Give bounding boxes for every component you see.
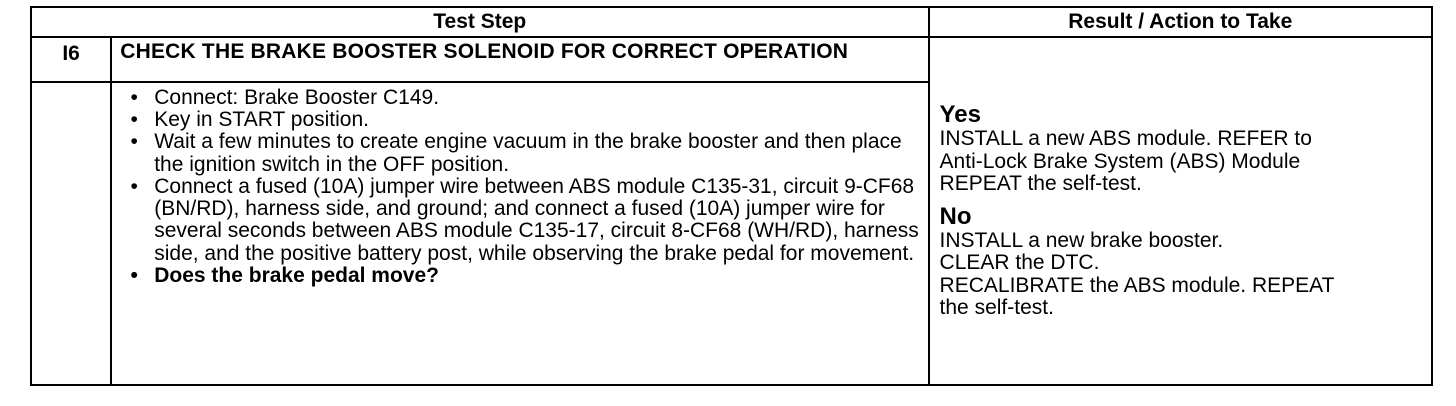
list-item — [124, 87, 919, 109]
step-title: CHECK THE BRAKE BOOSTER SOLENOID FOR CORRECT OPERATION — [111, 37, 928, 82]
result-yes-label: Yes — [939, 101, 981, 129]
instruction-text: Connect: Brake Booster C149. — [154, 85, 440, 109]
result-yes-line: INSTALL a new ABS module. REFER to — [939, 127, 1312, 151]
result-no-line: the self-test. — [939, 296, 1054, 320]
bullet-icon: • — [130, 85, 138, 109]
result-no-line: CLEAR the DTC. — [939, 251, 1100, 275]
question-text: Does the brake pedal move? — [154, 264, 439, 287]
list-item-question — [124, 265, 919, 287]
bullet-icon: • — [130, 174, 138, 198]
bullet-icon: • — [130, 264, 138, 287]
table-header-row — [31, 7, 1432, 37]
list-item — [124, 176, 919, 265]
list-item — [124, 131, 919, 176]
list-item — [124, 109, 919, 131]
instruction-text: Wait a few minutes to create engine vacuum in the brake booster and then place the ignition switch in the OFF position. — [154, 130, 902, 176]
step-instructions-cell — [111, 82, 928, 385]
step-title-row — [31, 37, 1432, 82]
result-yes-line: REPEAT the self-test. — [939, 172, 1142, 196]
step-number-empty — [31, 82, 111, 385]
bullet-icon: • — [130, 107, 138, 131]
result-yes-line: Anti-Lock Brake System (ABS) Module — [939, 149, 1301, 173]
step-number: I6 — [31, 37, 111, 82]
result-no-line: INSTALL a new brake booster. — [939, 228, 1224, 252]
header-result-action: Result / Action to Take — [929, 7, 1432, 37]
test-step-table — [30, 6, 1433, 386]
result-cell — [929, 37, 1432, 385]
result-no-line: RECALIBRATE the ABS module. REPEAT — [939, 273, 1335, 297]
instruction-text: Key in START position. — [154, 107, 369, 131]
result-no-label: No — [939, 202, 972, 230]
bullet-icon: • — [130, 130, 138, 154]
instruction-text: Connect a fused (10A) jumper wire between ABS module C135-31, circuit 9-CF68 (BN/RD), harness side, and ground; and connect a fused (10A) jumper wire for several seconds between ABS module C135-17, circuit 8-CF68 (WH/RD), harness side, and the positive battery post, while observing the brake pedal for movement. — [154, 174, 919, 265]
header-test-step: Test Step — [31, 7, 929, 37]
instruction-list — [112, 83, 927, 292]
